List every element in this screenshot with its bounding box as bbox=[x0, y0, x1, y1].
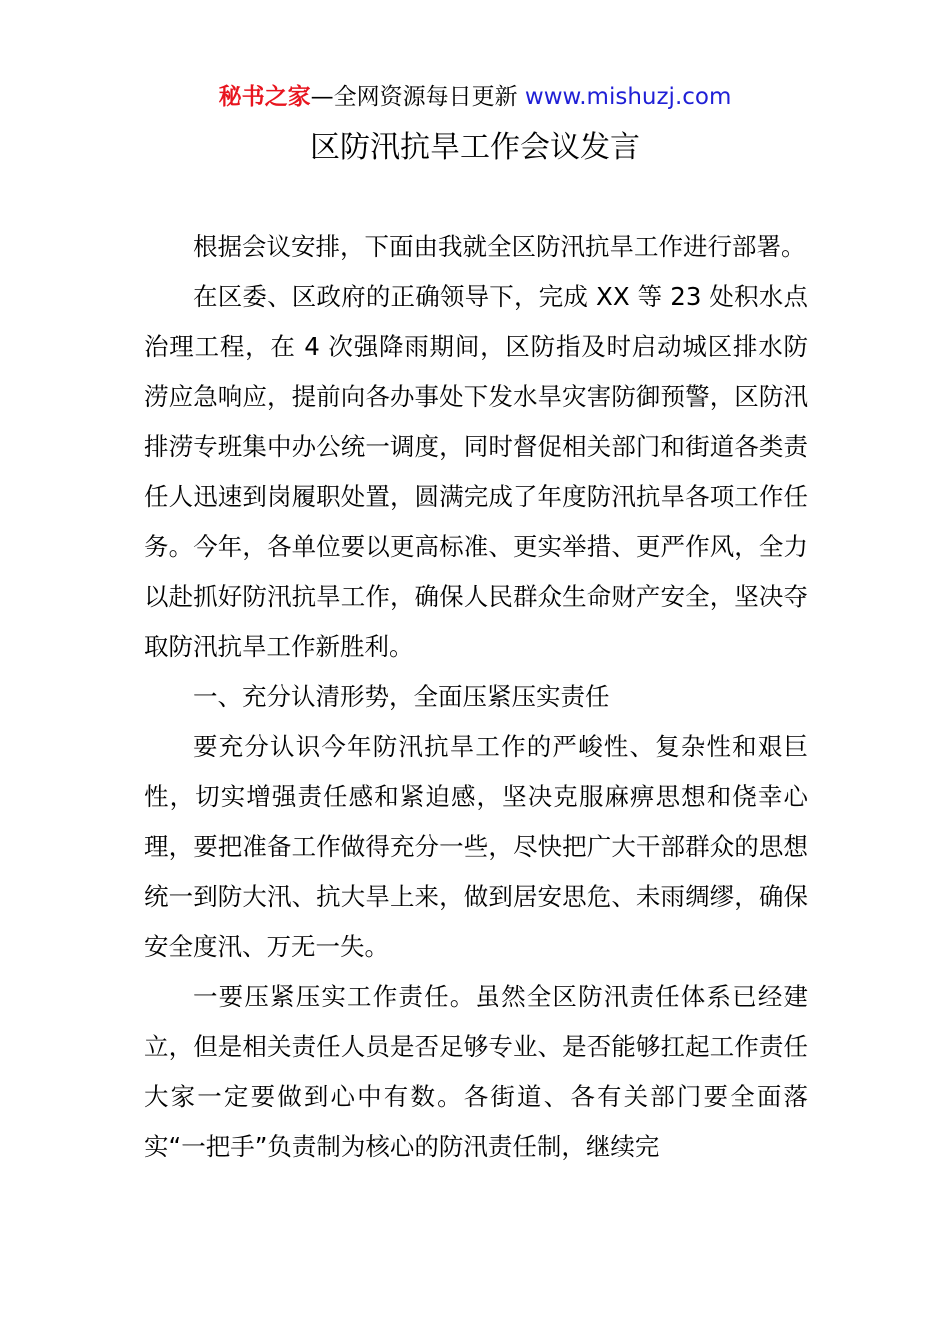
intro-paragraph: 根据会议安排，下面由我就全区防汛抗旱工作进行部署。 bbox=[193, 232, 806, 261]
site-tagline: —全网资源每日更新 bbox=[310, 84, 518, 110]
section1-paragraph: 要充分认识今年防汛抗旱工作的严峻性、复杂性和艰巨性，切实增强责任感和紧迫感，坚决克服麻痹思想和侥幸心理，要把准备工作做得充分一些，尽快把广大干部群众的思想统一到防大汛、抗大旱上来，做到居安思危、未雨绸缪，确保安全度汛、万无一失。 bbox=[144, 732, 808, 961]
section-heading-1: 一、充分认清形势，全面压紧压实责任 bbox=[193, 682, 610, 711]
summary-paragraph: 在区委、区政府的正确领导下，完成 XX 等 23 处积水点治理工程，在 4 次强降雨期间，区防指及时启动城区排水防涝应急响应，提前向各办事处下发水旱灾害防御预警，区防汛排涝专班集中办公统一调度，同时督促相关部门和街道各类责任人迅速到岗履职处置，圆满完成了年度防汛抗旱各项工作任务。今年，各单位要以更高标准、更实举措、更严作风，全力以赴抓好防汛抗旱工作，确保人民群众生命财产安全，坚决夺取防汛抗旱工作新胜利。 bbox=[144, 282, 808, 661]
site-header bbox=[0, 80, 950, 114]
site-brand: 秘书之家 bbox=[218, 84, 311, 110]
section1-paragraph: 一要压紧压实工作责任。虽然全区防汛责任体系已经建立，但是相关责任人员是否足够专业、是否能够扛起工作责任大家一定要做到心中有数。各街道、各有关部门要全面落实“一把手”负责制为核心的防汛责任制，继续完 bbox=[144, 982, 808, 1161]
site-url-link[interactable]: www.mishuzj.com bbox=[524, 84, 732, 110]
document-body bbox=[144, 222, 808, 1172]
document-title: 区防汛抗旱工作会议发言 bbox=[310, 130, 640, 165]
